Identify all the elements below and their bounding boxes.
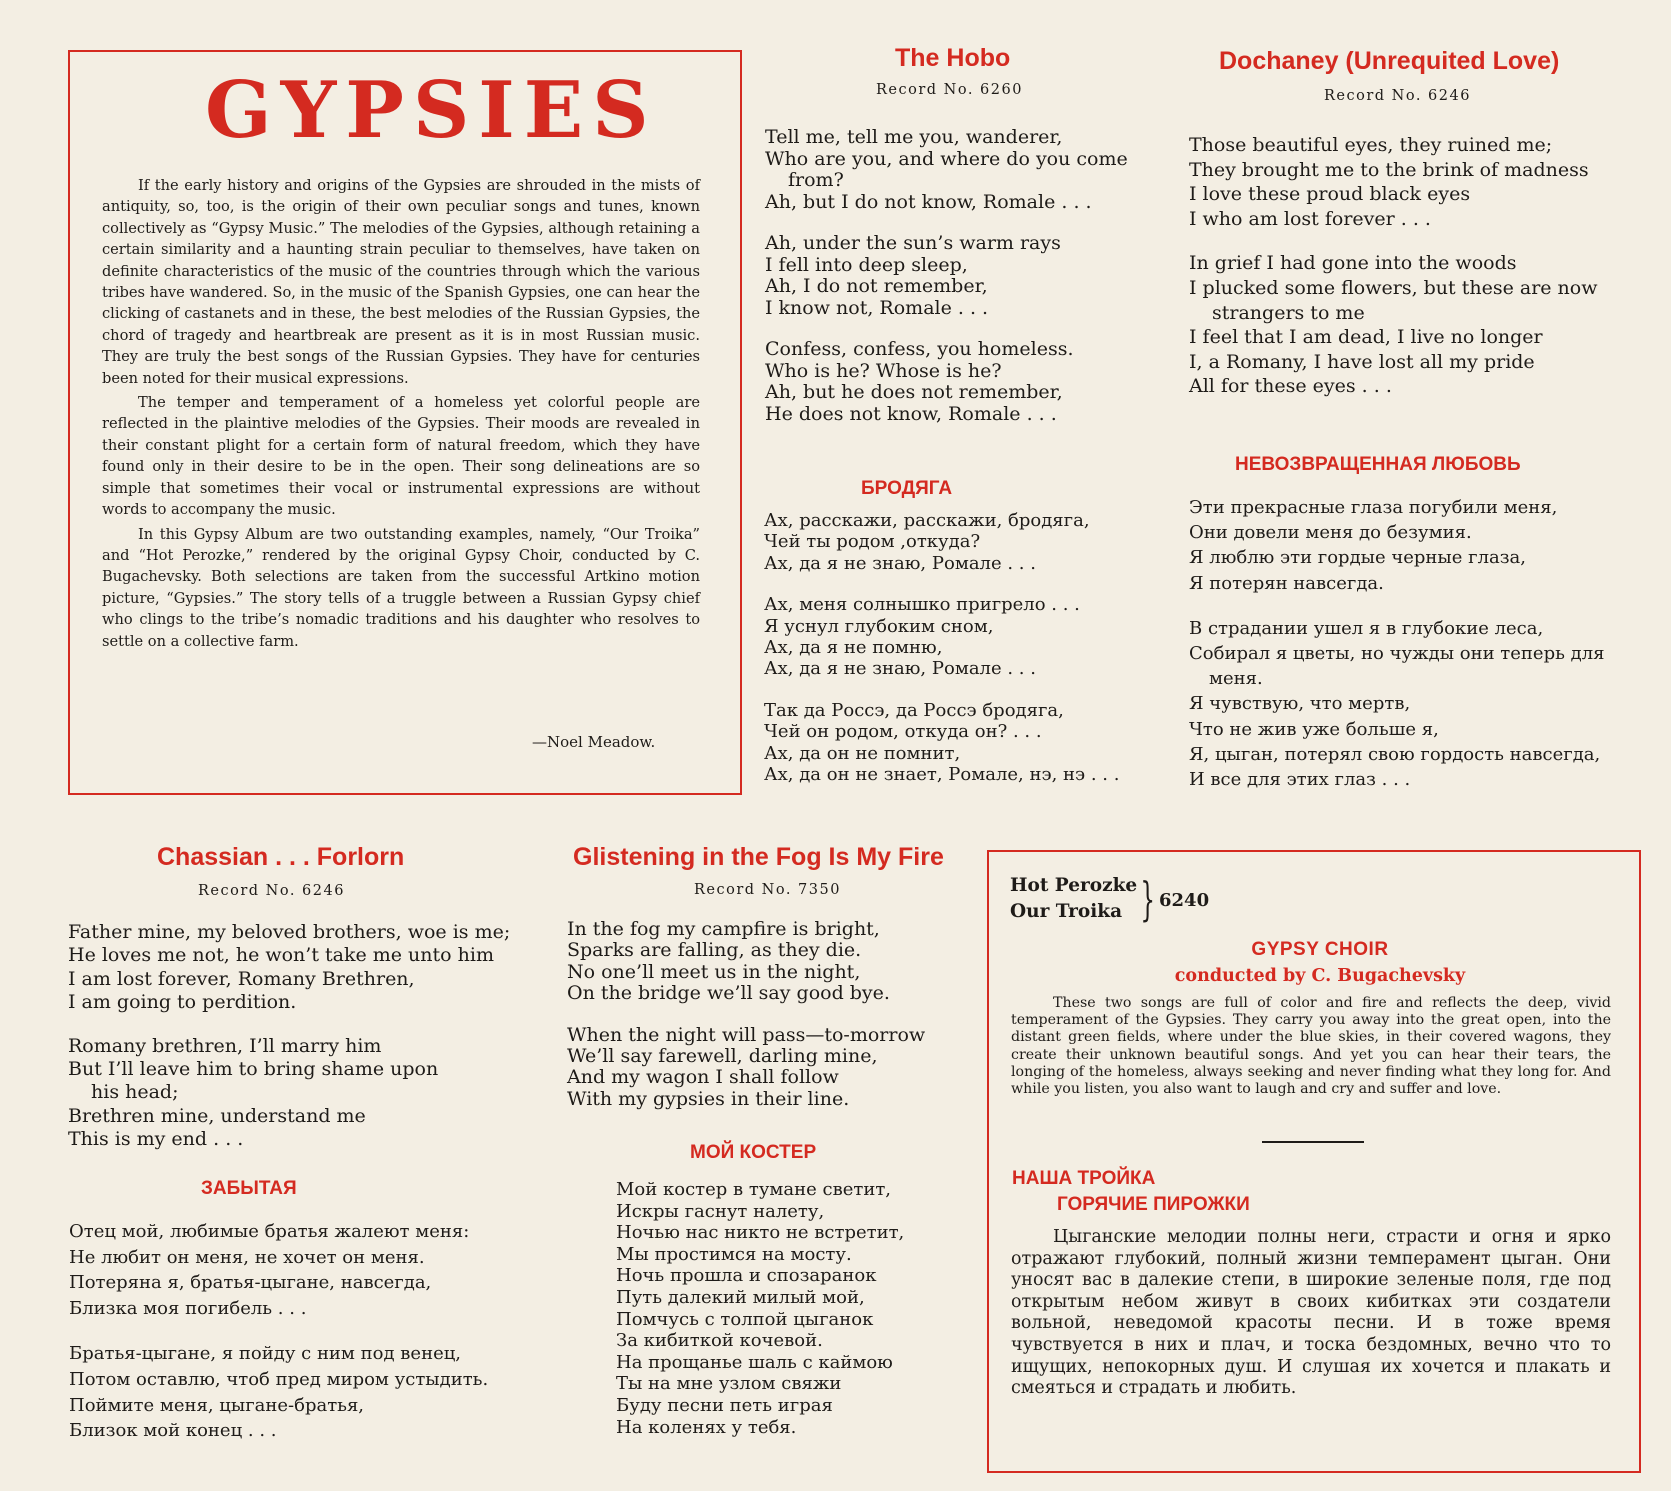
page-title: GYPSIES: [205, 65, 658, 156]
lyric-line: I am lost forever, Romany Brethren,: [68, 967, 415, 990]
lyric-line: Что не жив уже больше я,: [1189, 718, 1439, 740]
lyric-line: В страдании ушел я в глубокие леса,: [1189, 617, 1544, 639]
lyrics-hobo: [765, 127, 1128, 425]
lyric-line: With my gypsies in their line.: [567, 1087, 850, 1110]
lyric-line: Ах, расскажи, расскажи, бродяга,: [764, 510, 1090, 531]
lyric-line: Brethren mine, understand me: [68, 1104, 366, 1127]
lyric-line: Ах, да я не помню,: [764, 637, 943, 659]
lyric-line: Я люблю эти гордые черные глаза,: [1189, 547, 1526, 569]
record-number-hobo: Record No. 6260: [876, 82, 1023, 98]
lyric-line: Я чувствую, что мертв,: [1189, 693, 1411, 715]
lyric-line: Буду песни петь играя: [616, 1394, 833, 1416]
lyric-line: Они довели меня до безумия.: [1189, 522, 1472, 544]
choir-description-text: These two songs are full of color and fire and reflects the deep, vivid temperament of the Gypsies. They carry you away into the great open, into the distant green fields, where under the blue skies, in their covered wagons, they create their unknown beautiful songs. And yet you can hear their tears, the longing of the homeless, always seeking and never finding what they long for. And while you listen, you also want to laugh and cry and suffer and love.: [1011, 995, 1611, 1098]
stanza-gap: [68, 1015, 510, 1035]
stanza-gap: [764, 574, 1119, 594]
lyric-line: Ах, да я не знаю, Ромале . . .: [764, 658, 1036, 680]
stanza-gap: [69, 1321, 488, 1341]
choir-conductor: conducted by C. Bugachevsky: [1174, 966, 1466, 986]
lyric-line: his head;: [91, 1081, 179, 1104]
lyric-line: But I’ll leave him to bring shame upon: [68, 1058, 439, 1081]
essay-paragraph: In this Gypsy Album are two outstanding examples, namely, “Our Troika” and “Hot Perozke,” rendered by the original Gypsy Choir, conducted by C. Bugachevsky. Both selections are taken from the successful Artkino motion picture, “Gypsies.” The story tells of a truggle between a Russian Gypsy chief who clings to the tribe’s nomadic traditions and his daughter who resolves to settle on a collective farm.: [102, 525, 700, 650]
divider: [1262, 1141, 1364, 1143]
lyric-line: Ах, меня солнышко пригрело . . .: [764, 594, 1080, 616]
stanza-gap: [765, 213, 1128, 233]
song-title-glistening: Glistening in the Fog Is My Fire: [573, 843, 944, 871]
song-name-our-troika: Our Troika: [1010, 901, 1123, 922]
lyric-line: Путь далекий милый мой,: [616, 1286, 865, 1308]
lyric-line: Sparks are falling, as they die.: [567, 939, 862, 962]
lyric-line: Поймите меня, цыгане-братья,: [69, 1394, 365, 1416]
author-signature: —Noel Meadow.: [532, 733, 656, 751]
lyric-line: Ночью нас никто не встретит,: [616, 1222, 905, 1244]
lyric-line: And my wagon I shall follow: [567, 1066, 839, 1089]
ru-title-hobo: БРОДЯГА: [861, 478, 953, 499]
lyric-line: Those beautiful eyes, they ruined me;: [1189, 134, 1553, 156]
lyric-line: He does not know, Romale . . .: [765, 402, 1057, 425]
stanza-gap: [567, 1005, 925, 1025]
lyric-line: All for these eyes . . .: [1189, 375, 1392, 398]
lyric-line: Romany brethren, I’ll marry him: [68, 1034, 382, 1057]
ru-title-perozke: ГОРЯЧИЕ ПИРОЖКИ: [1057, 1194, 1250, 1215]
record-number-choir: 6240: [1159, 890, 1210, 911]
lyric-line: Братья-цыгане, я пойду с ним под венец,: [69, 1343, 462, 1365]
lyric-line: Ah, but I do not know, Romale . . .: [765, 190, 1092, 213]
stanza-gap: [765, 319, 1128, 339]
lyric-line: Ночь прошла и спозаранок: [616, 1265, 877, 1287]
lyric-line: I plucked some flowers, but these are now: [1189, 276, 1598, 299]
lyric-line: Father mine, my beloved brothers, woe is me;: [68, 921, 511, 943]
ru-lyrics-hobo: [764, 510, 1119, 785]
lyric-line: Близка моя погибель . . .: [69, 1297, 307, 1319]
essay-paragraph: The temper and temperament of a homeless yet colorful people are reflected in the plaintive melodies of the Gypsies. Their moods are revealed in their constant plight for a certain form of natural freedom, which they have found only in their desire to be in the open. Their song delineations are so simple that sometimes their vocal or instrumental expressions are without words to accompany the music.: [102, 394, 700, 519]
record-number-chassian: Record No. 6246: [198, 883, 345, 899]
lyric-line: Tell me, tell me you, wanderer,: [765, 126, 1063, 148]
lyric-line: Я, цыган, потерял свою гордость навсегда,: [1189, 743, 1601, 765]
lyric-line: Ah, but he does not remember,: [765, 381, 1063, 403]
lyric-line: Мой костер в тумане светит,: [616, 1179, 892, 1200]
lyric-line: Who is he? Whose is he?: [765, 359, 1002, 382]
lyric-line: Потом оставлю, чтоб пред миром устыдить.: [69, 1368, 489, 1390]
essay-paragraph: If the early history and origins of the Gypsies are shrouded in the mists of antiquity, so, too, is the origin of their own peculiar songs and tunes, known collectively as “Gypsy Music.” The melodies of the Gypsies, although retaining a certain similarity and a haunting strain peculiar to themselves, have taken on definite characteristics of the music of the countries through which the various tribes have wandered. So, in the music of the Spanish Gypsies, one can hear the clicking of castanets and in these, the best melodies of the Russian Gypsies, the chord of tragedy and heartbreak are present as it is in most Russian music. They are truly the best songs of the Russian Gypsies. They have for centuries been noted for their musical expressions.: [102, 177, 700, 387]
lyric-line: When the night will pass—to-morrow: [567, 1023, 926, 1046]
lyric-line: Ah, under the sun’s warm rays: [765, 232, 1061, 254]
lyric-line: Ах, да он не знает, Ромале, нэ, нэ . . .: [764, 764, 1120, 786]
lyric-line: Эти прекрасные глаза погубили меня,: [1189, 497, 1558, 518]
lyric-line: Ах, да он не помнит,: [764, 742, 961, 764]
lyric-line: We’ll say farewell, darling mine,: [567, 1045, 878, 1068]
ru-lyrics-glistening: [616, 1179, 904, 1438]
song-title-chassian: Chassian . . . Forlorn: [157, 843, 405, 871]
lyric-line: Я уснул глубоким сном,: [764, 615, 994, 637]
lyric-line: Чей ты родом ,откуда?: [764, 531, 981, 553]
lyric-line: Так да Россэ, да Россэ бродяга,: [764, 699, 1064, 721]
lyric-line: Ah, I do not remember,: [765, 275, 988, 297]
lyric-line: I who am lost forever . . .: [1189, 207, 1431, 230]
lyric-line: No one’ll meet us in the night,: [567, 960, 861, 983]
lyric-line: Собирал я цветы, но чужды они теперь для: [1189, 643, 1605, 665]
lyric-line: Мы простимся на мосту.: [616, 1243, 852, 1265]
lyric-line: from?: [788, 169, 844, 191]
lyric-line: I love these proud black eyes: [1189, 183, 1471, 206]
ru-title-dochaney: НЕВОЗВРАЩЕННАЯ ЛЮБОВЬ: [1235, 454, 1521, 475]
lyric-line: In grief I had gone into the woods: [1189, 252, 1517, 275]
lyric-line: On the bridge we’ll say good bye.: [567, 982, 890, 1005]
lyric-line: Ах, да я не знаю, Ромале . . .: [764, 552, 1036, 574]
lyric-line: He loves me not, he won’t take me unto him: [68, 944, 494, 967]
lyric-line: Отец мой, любимые братья жалеют меня:: [69, 1221, 470, 1242]
lyric-line: Who are you, and where do you come: [765, 147, 1128, 170]
stanza-gap: [1189, 596, 1605, 616]
lyric-line: На прощанье шаль с каймою: [616, 1351, 893, 1373]
song-name-hot-perozke: Hot Perozke: [1010, 875, 1138, 896]
ru-choir-description-text: Цыганские мелодии полны неги, страсти и огня и ярко отражают глубокий, полный жизни темперамент цыган. Они уносят вас в далекие степи, в широкие зеленые поля, где под открытым небом живут в своих кибитках эти создатели вольной, неведомой красоты песни. И в тоже время чувствуется в них и плач, и тоска бездомных, вечно что то ищущих, непокорных душ. И слушая их хочется и плакать и смеяться и страдать и любить.: [1011, 1227, 1611, 1399]
record-number-dochaney: Record No. 6246: [1324, 88, 1471, 104]
lyric-line: меня.: [1209, 668, 1263, 690]
lyric-line: I know not, Romale . . .: [765, 296, 989, 319]
lyric-line: На коленях у тебя.: [616, 1416, 797, 1438]
ru-title-chassian: ЗАБЫТАЯ: [201, 1178, 297, 1199]
lyric-line: I, a Romany, I have lost all my pride: [1189, 350, 1535, 373]
lyrics-glistening: [567, 919, 925, 1110]
lyrics-dochaney: [1189, 133, 1598, 399]
ru-title-glistening: МОЙ КОСТЕР: [690, 1142, 817, 1163]
ru-lyrics-chassian: [69, 1219, 488, 1444]
stanza-gap: [1189, 231, 1598, 251]
lyrics-chassian: [68, 921, 510, 1152]
brace-icon: }: [1140, 872, 1155, 926]
lyric-line: Помчусь с толпой цыганок: [616, 1308, 874, 1330]
lyric-line: Близок мой конец . . .: [69, 1420, 277, 1442]
record-titles: [1010, 873, 1137, 925]
record-number-glistening: Record No. 7350: [694, 882, 841, 898]
lyric-line: И все для этих глаз . . .: [1189, 769, 1411, 791]
lyric-line: strangers to me: [1212, 301, 1365, 324]
ru-lyrics-dochaney: [1189, 495, 1605, 792]
song-title-hobo: The Hobo: [895, 44, 1011, 72]
choir-description: [1011, 995, 1611, 1098]
ru-choir-description: [1011, 1227, 1611, 1400]
lyric-line: I feel that I am dead, I live no longer: [1189, 326, 1543, 349]
lyric-line: Не любит он меня, не хочет он меня.: [69, 1246, 425, 1268]
ru-title-troika: НАША ТРОЙКА: [1012, 1168, 1156, 1189]
lyric-line: Ты на мне узлом свяжи: [616, 1373, 842, 1395]
lyric-line: За кибиткой кочевой.: [616, 1330, 823, 1352]
choir-name: GYPSY CHOIR: [1251, 939, 1389, 960]
lyric-line: I fell into deep sleep,: [765, 253, 968, 276]
lyric-line: Confess, confess, you homeless.: [765, 338, 1074, 360]
intro-essay: [102, 175, 700, 655]
song-title-dochaney: Dochaney (Unrequited Love): [1219, 47, 1560, 75]
lyric-line: Я потерян навсегда.: [1189, 572, 1384, 594]
lyric-line: Искры гаснут налету,: [616, 1200, 825, 1222]
lyric-line: I am going to perdition.: [68, 991, 297, 1014]
stanza-gap: [764, 680, 1119, 700]
lyric-line: Чей он родом, откуда он? . . .: [764, 721, 1042, 743]
lyric-line: In the fog my campfire is bright,: [567, 918, 880, 940]
lyric-line: They brought me to the brink of madness: [1189, 158, 1589, 181]
lyric-line: This is my end . . .: [68, 1128, 244, 1151]
lyric-line: Потеряна я, братья-цыгане, навсегда,: [69, 1272, 432, 1294]
